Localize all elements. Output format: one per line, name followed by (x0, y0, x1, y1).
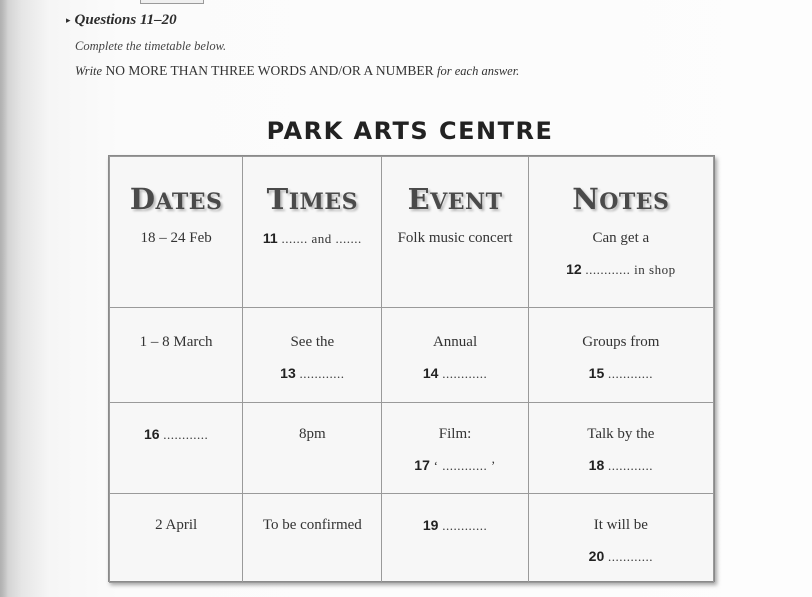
dates-value: 18 – 24 Feb (140, 230, 212, 246)
column-header-notes: NOTES (572, 182, 670, 216)
answer-blank-17[interactable]: 17 ‘ ............ ’ (414, 457, 496, 473)
notes-cell (528, 403, 713, 494)
question-number: 20 (588, 548, 605, 564)
times-cell (243, 157, 382, 308)
table-row (110, 494, 714, 583)
question-number: 18 (588, 457, 605, 473)
answer-blank-18[interactable]: 18 ............ (588, 457, 653, 473)
timetable (108, 155, 715, 582)
notes-cell (528, 494, 713, 583)
question-number: 17 (414, 457, 430, 473)
dates-cell (110, 403, 243, 494)
notes-cell (528, 308, 713, 403)
answer-blank-19[interactable]: 19 ............ (422, 517, 488, 533)
question-number: 14 (422, 365, 439, 381)
times-value: 8pm (298, 426, 326, 442)
notes-line: It will be (593, 517, 648, 533)
dates-cell (110, 157, 243, 308)
notes-cell (528, 157, 713, 308)
question-number: 12 (566, 261, 582, 277)
page-gutter-shadow (0, 0, 8, 597)
times-cell (243, 494, 382, 583)
triangle-bullet-icon: ▸ (66, 15, 71, 25)
event-cell (382, 308, 528, 403)
answer-blank-13[interactable]: 13 ............ (280, 365, 345, 381)
timetable-title: PARK ARTS CENTRE (266, 117, 554, 145)
column-header-times: TIMES (266, 182, 359, 216)
answer-blank-15[interactable]: 15 ............ (588, 365, 653, 381)
table-row (110, 403, 714, 494)
instruction-complete: Complete the timetable below. (75, 39, 227, 53)
instruction-emphasis: NO MORE THAN THREE WORDS AND/OR A NUMBER (105, 63, 434, 78)
column-header-event: EVENT (407, 182, 503, 216)
instruction-prefix: Write (75, 64, 103, 78)
timetable-grid (109, 156, 714, 583)
question-number: 16 (143, 426, 160, 442)
event-line: Film: (438, 426, 472, 442)
table-row (110, 308, 714, 403)
event-value: Folk music concert (397, 230, 513, 246)
answer-blank-14[interactable]: 14 ............ (422, 365, 488, 381)
dates-value: 1 – 8 March (139, 334, 213, 350)
questions-heading (66, 12, 177, 29)
times-line: See the (290, 334, 335, 350)
dates-cell (110, 308, 243, 403)
notes-line: Talk by the (587, 426, 655, 442)
event-line: Annual (432, 334, 478, 350)
question-number: 15 (588, 365, 605, 381)
event-cell (382, 494, 528, 583)
question-number: 19 (422, 517, 439, 533)
answer-blank-20[interactable]: 20 ............ (588, 548, 653, 564)
event-cell (382, 403, 528, 494)
notes-line: Can get a (592, 230, 650, 246)
column-header-dates: DATES (129, 182, 223, 216)
answer-blank-12[interactable]: 12 ............ in shop (566, 261, 676, 277)
times-cell (243, 308, 382, 403)
answer-blank-11[interactable]: 11 ....... and ....... (262, 230, 362, 246)
question-number: 11 (262, 230, 278, 246)
questions-heading-label: Questions 11–20 (74, 12, 177, 28)
times-value: To be confirmed (262, 517, 362, 533)
event-cell (382, 157, 528, 308)
question-number: 13 (280, 365, 296, 381)
instruction-word-limit (75, 63, 519, 79)
notes-line: Groups from (582, 334, 660, 350)
times-cell (243, 403, 382, 494)
dates-value: 2 April (155, 517, 198, 533)
answer-blank-16[interactable]: 16 ............ (143, 426, 209, 442)
dates-cell (110, 494, 243, 583)
page-tab-marker (140, 0, 204, 4)
table-row (110, 157, 714, 308)
instruction-suffix: for each answer. (437, 64, 520, 78)
